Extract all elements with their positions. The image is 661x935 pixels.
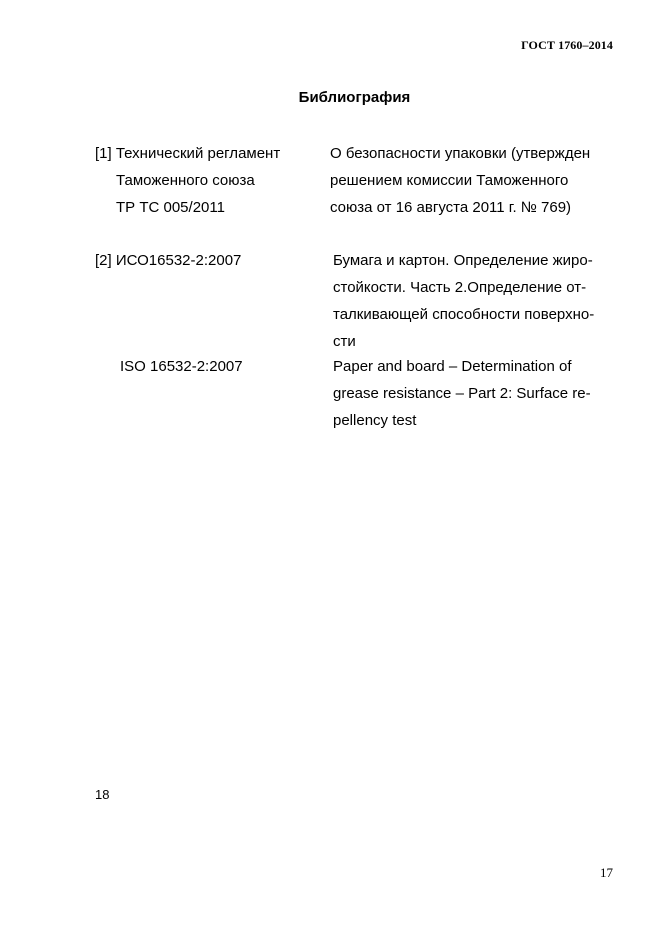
reference-1-designation-line: [1] Технический регламент	[95, 145, 281, 162]
reference-2-title	[333, 247, 594, 355]
reference-1-designation-line: Таможенного союза	[116, 172, 255, 189]
reference-2-iso-title	[333, 353, 591, 434]
reference-2-title-line: талкивающей способности поверхно-	[333, 306, 595, 323]
reference-1-title-line: О безопасности упаковки (утвержден	[330, 145, 591, 162]
reference-2-title-line: стойкости. Часть 2.Определение от-	[333, 279, 587, 296]
reference-2-designation-line: [2] ИСО16532-2:2007	[95, 252, 242, 269]
page-number: 17	[600, 865, 613, 880]
reference-1-title-line: союза от 16 августа 2011 г. № 769)	[330, 199, 572, 216]
original-page-number: 18	[95, 787, 110, 802]
reference-2-iso-designation-line: ISO 16532-2:2007	[120, 358, 243, 375]
reference-2-title-line: сти	[333, 333, 356, 350]
reference-2-iso-title-line: Paper and board – Determination of	[333, 358, 572, 375]
page-title: Библиография	[298, 89, 411, 106]
reference-1-designation	[95, 140, 280, 221]
reference-1-title	[330, 140, 590, 221]
reference-1-designation-line: ТР ТС 005/2011	[116, 199, 225, 216]
reference-2-title-line: Бумага и картон. Определение жиро-	[333, 252, 593, 269]
reference-2-iso-title-line: grease resistance – Part 2: Surface re-	[333, 385, 591, 402]
reference-2-iso-designation	[120, 353, 243, 380]
reference-1-title-line: решением комиссии Таможенного	[330, 172, 569, 189]
document-code: ГОСТ 1760–2014	[521, 38, 613, 52]
reference-2-designation	[95, 247, 241, 274]
reference-2-iso-title-line: pellency test	[333, 412, 417, 429]
